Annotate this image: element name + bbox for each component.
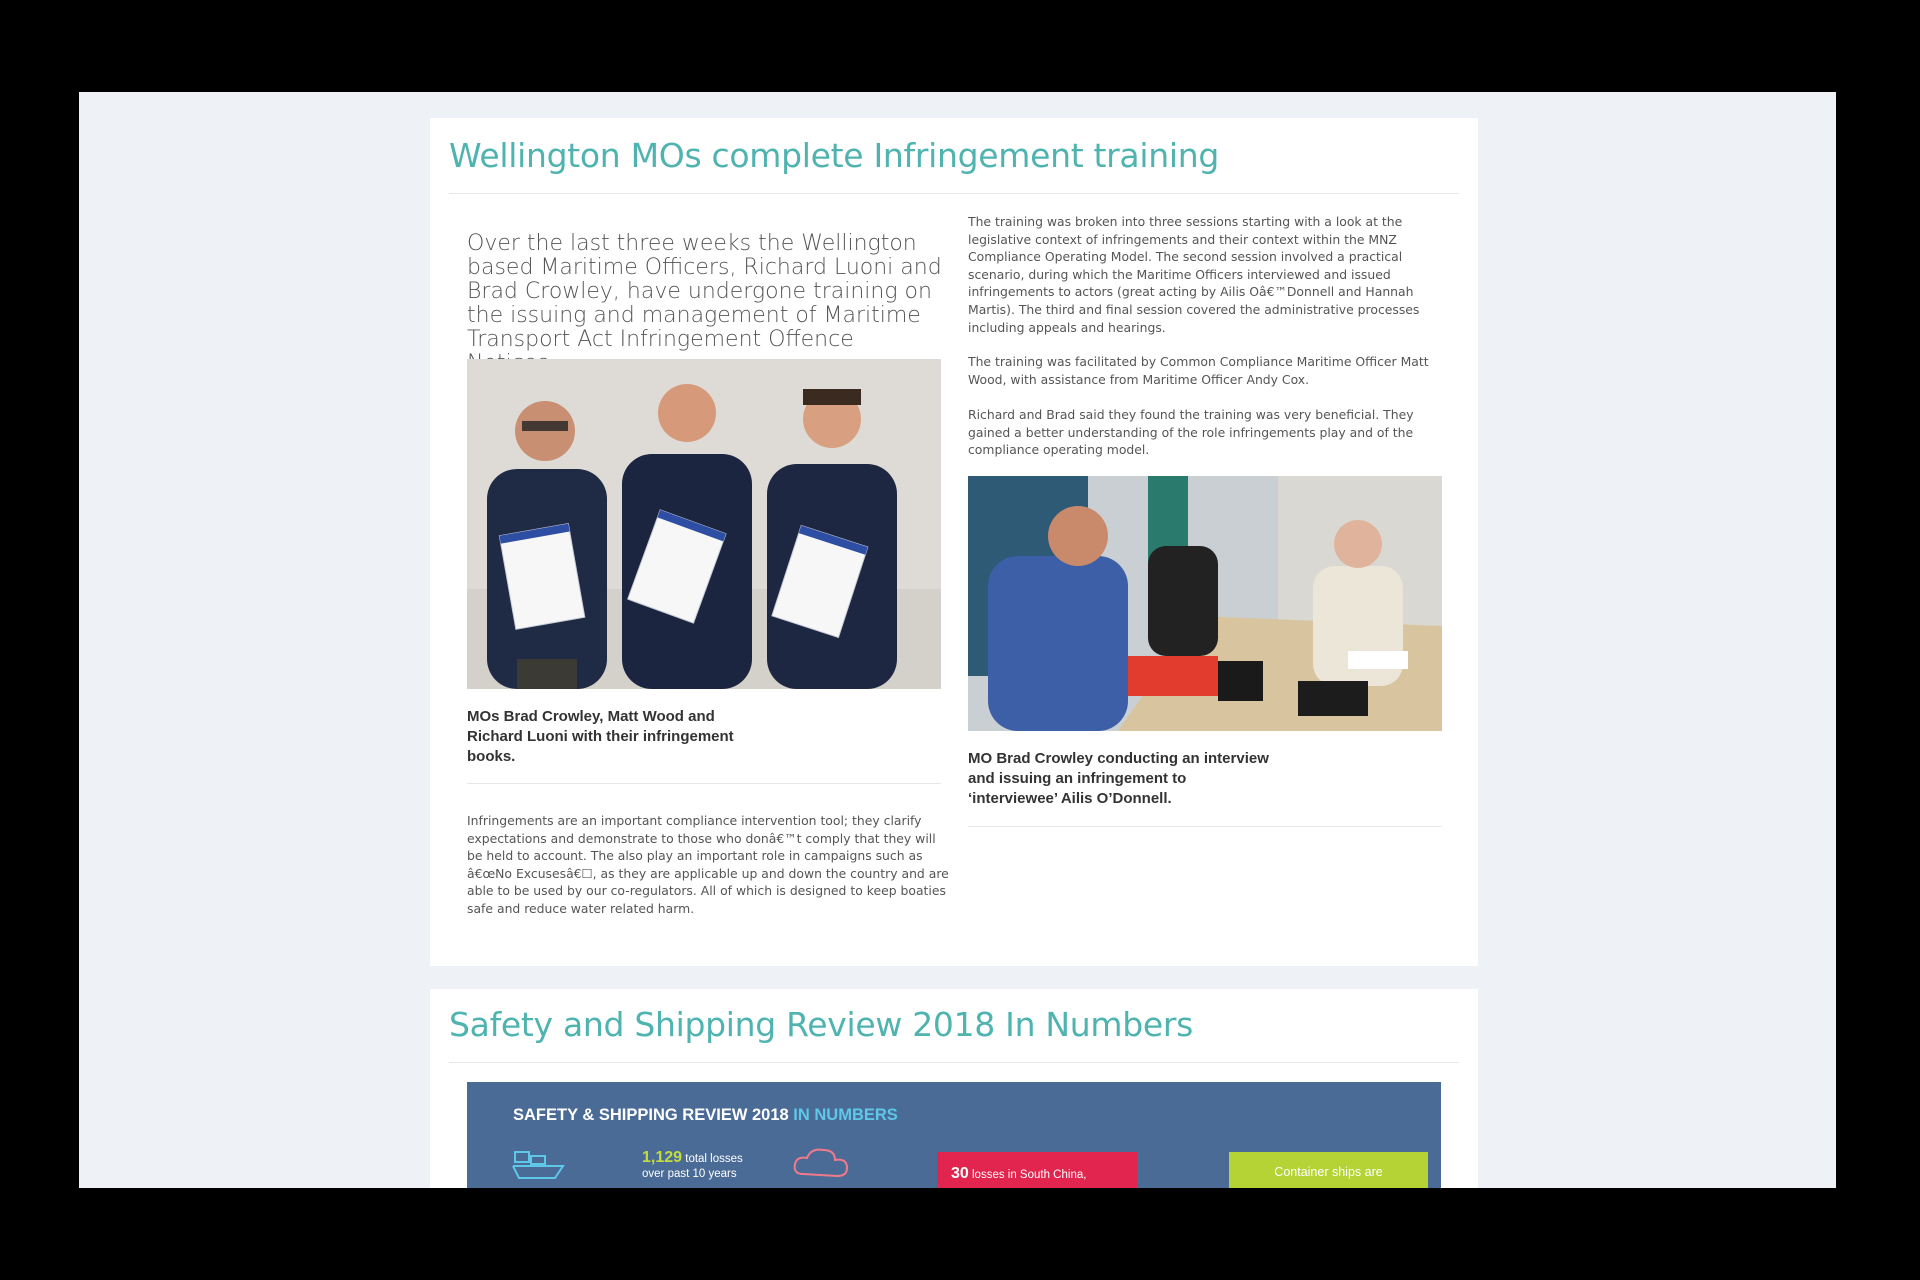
losses-stat-label: total losses: [685, 1153, 743, 1165]
infographic-title-highlight: IN NUMBERS: [793, 1106, 898, 1124]
title-divider: [449, 1062, 1459, 1063]
browser-viewport[interactable]: [79, 92, 1836, 1188]
infographic[interactable]: [467, 1082, 1441, 1188]
right-paragraph-2: The training was facilitated by Common Compliance Maritime Officer Matt Wood, with assistance from Maritime Officer Andy Cox.: [968, 354, 1429, 387]
article-card-safety-review: [430, 989, 1478, 1188]
ship-icon: [511, 1150, 565, 1182]
left-body-text: Infringements are an important compliance intervention tool; they clarify expectations and demonstrate to those who donâ€™t comply that they will be held to account. The also play an important role in campaigns such as â€œNo Excusesâ€☐, as they are applicable up and down the country and are able to be used by our co-regulators. All of which is designed to keep boaties safe and reduce water related harm.: [467, 813, 949, 916]
container-ships-panel: Container ships are: [1229, 1152, 1428, 1188]
photo1-caption: MOs Brad Crowley, Matt Wood and Richard Luoni with their infringement books.: [467, 708, 734, 765]
officers-photo-illustration: [467, 359, 941, 689]
interview-photo-illustration: [968, 476, 1442, 731]
article-lead: Over the last three weeks the Wellington based Maritime Officers, Richard Luoni and Brad Crowley, have undergone training on the issuing and management of Maritime Transport Act Infringement Offence: [467, 231, 942, 352]
south-china-losses-label: losses in South China,: [972, 1169, 1087, 1181]
losses-stat: [642, 1150, 743, 1182]
losses-stat-sub: over past 10 years: [642, 1168, 737, 1180]
infographic-title-main: SAFETY & SHIPPING REVIEW 2018: [513, 1106, 789, 1124]
interview-photo[interactable]: [968, 476, 1442, 731]
caption2-divider: [968, 826, 1442, 827]
infographic-title: [513, 1106, 898, 1125]
article-card-infringement-training: [430, 118, 1478, 966]
article-title[interactable]: Safety and Shipping Review 2018 In Numbers: [449, 1005, 1194, 1044]
article-title[interactable]: Wellington MOs complete Infringement training: [449, 136, 1219, 175]
south-china-losses-value: 30: [951, 1165, 969, 1182]
losses-stat-value: 1,129: [642, 1149, 683, 1166]
officers-photo[interactable]: [467, 359, 941, 689]
right-paragraph-1: The training was broken into three sessions starting with a look at the legislative context of infringements and their context within the MNZ Compliance Operating Model. The second session involved a practical scenario, during which the Maritime Officers interviewed and issued infringements to actors (great acting by Ailis Oâ€™Donnell and Hannah Martis). The third and final session covered the administrative processes including appeals and hearings.: [968, 214, 1420, 335]
cloud-icon: [789, 1146, 853, 1182]
south-china-losses-panel: [937, 1152, 1137, 1188]
title-divider: [449, 193, 1459, 194]
right-paragraph-3: Richard and Brad said they found the training was very beneficial. They gained a better understanding of the role infringements play and of the compliance operating model.: [968, 407, 1414, 458]
photo2-caption: MO Brad Crowley conducting an interview and issuing an infringement to ‘interviewee’ Ailis O’Donnell.: [968, 750, 1269, 807]
caption-divider: [467, 783, 941, 784]
